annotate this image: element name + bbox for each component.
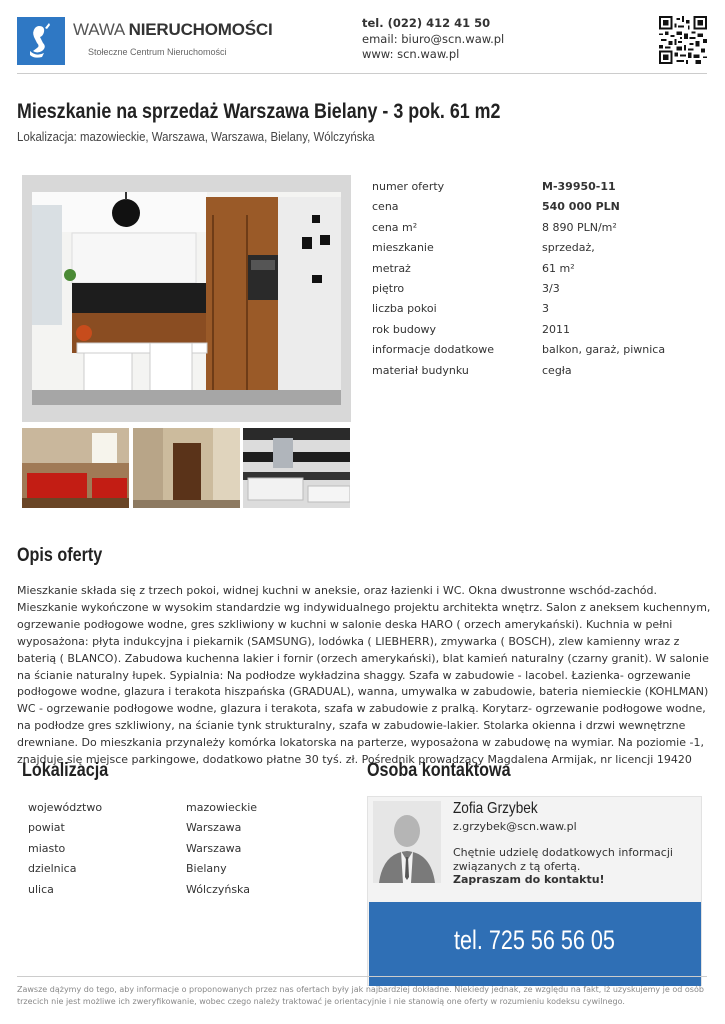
location-label: dzielnica [28, 862, 77, 876]
agency-email[interactable]: email: biuro@scn.waw.pl [362, 31, 505, 46]
location-label: powiat [28, 821, 65, 835]
contact-person-name: Zofia Grzybek [453, 800, 538, 817]
detail-value: 540 000 PLN [542, 200, 620, 214]
location-value: mazowieckie [186, 801, 258, 814]
thumbnail-photo-bathroom[interactable] [243, 428, 350, 508]
detail-label: liczba pokoi [372, 302, 437, 316]
location-value: Wólczyńska [186, 882, 250, 896]
brand-logo[interactable] [17, 17, 65, 65]
main-photo[interactable] [22, 175, 351, 422]
bathroom-photo [243, 428, 350, 508]
living-room-photo [22, 428, 129, 508]
description-heading: Opis oferty [17, 545, 103, 566]
description-text: Mieszkanie składa się z trzech pokoi, widnej kuchni w aneksie, oraz łazienki i WC. Okna dwustronne wschód-zachód. Mieszkanie wykończone w wysokim standardzie wg indywidualnego projektu architekta wnętrz. Salon z aneksem kuchennym, ogrzewanie podłogowe wodne, gres szkliwiony w kuchni w salonie deska HARO ( orzech amerykański). Kuchnia w pełni wyposażona: płyta indukcyjna i piekarnik (SAMSUNG), lodówka ( LIEBHERR), zmywarka ( BOSCH), zlew kamienny wraz z baterią ( BLANCO). Zabudowa kuchenna lakier i fornir (orzech amerykański), blat kamień naturalny (czarny granit). W salonie na ścianie naturalny łupek. Sypialnia: Na podłodze wykładzina shaggy. Szafa w zabudowie - lacobel. Łazienka- ogrzewanie podłogowe wodne, glazura i terakota hiszpańska (GRADUAL), wanna, umywalka w zabudowie, bateria niemieckie (KOHLMAN) WC - ogrzewanie podłogowe wodne, glazura i terakota, szafa w zabudowie z pralką. Korytarz- ogrzewanie podłogowe wodne, na podłodze gres szkliwiony, na ścianie tynk strukturalny, szafa w zabudowie-lakier. Stolarka okienna i drzwi wewnętrzne drewniane. Do mieszkania przynależy komórka lokatorska na parterze, wyposażona w zabudowę na wymiar. Na poziomie -1, znajduje się miejsce parkingowe, dodatkowo płatne 30 tyś. zł. Pośrednik prowadzący Magdalena Armijak, nr licencji 19420 [17, 584, 711, 767]
listing-location: Lokalizacja: mazowieckie, Warszawa, Warszawa, Bielany, Wólczyńska [17, 129, 375, 144]
mermaid-logo-icon [17, 17, 65, 65]
detail-value: balkon, garaż, piwnica [542, 343, 666, 357]
footer-disclaimer: Zawsze dążymy do tego, aby informacje o proponowanych przez nas ofertach były jak najbardziej dokładne. Niekiedy jednak, ze względu na fakt, iż uzyskujemy je od osób trzecich nie jest możliwe ich zweryfikowanie, wobec czego należy traktować je orientacyjnie i nie stanowią one oferty w rozumieniu kodeksu cywilnego. [17, 985, 704, 1006]
detail-label: mieszkanie [372, 241, 434, 255]
detail-label: cena [372, 200, 399, 214]
location-value: Warszawa [186, 841, 242, 855]
detail-label: cena m² [372, 220, 418, 234]
detail-label: metraż [372, 261, 411, 275]
location-heading: Lokalizacja [22, 760, 109, 781]
brand-name-bold: NIERUCHOMOŚCI [128, 20, 273, 39]
qr-code-icon [659, 16, 707, 64]
brand-name [73, 20, 272, 40]
detail-value: 3 [542, 302, 549, 316]
thumbnail-photo-hallway[interactable] [133, 428, 240, 508]
person-avatar-icon [373, 801, 441, 883]
detail-value: M-39950-11 [542, 180, 616, 193]
agency-phone[interactable]: tel. (022) 412 41 50 [362, 16, 491, 30]
detail-value: 61 m² [542, 261, 575, 275]
location-label: województwo [28, 801, 103, 814]
contact-phone-number[interactable]: tel. 725 56 56 05 [454, 925, 615, 955]
thumbnail-photo-living-room[interactable] [22, 428, 129, 508]
location-value: Warszawa [186, 821, 242, 835]
footer-divider [17, 976, 707, 977]
listing-title: Mieszkanie na sprzedaż Warszawa Bielany - 3 pok. 61 m2 [17, 100, 501, 123]
agency-website[interactable]: www: scn.waw.pl [362, 47, 460, 61]
detail-value: 2011 [542, 322, 570, 336]
detail-value: sprzedaż, [542, 241, 595, 255]
contact-person-heading: Osoba kontaktowa [367, 760, 511, 781]
detail-label: informacje dodatkowe [372, 343, 495, 357]
detail-label: piętro [372, 281, 405, 295]
location-value: Bielany [186, 862, 227, 876]
contact-message-text: Chętnie udzielę dodatkowych informacji związanych z tą ofertą. [453, 846, 673, 873]
brand-name-light: WAWA [73, 20, 129, 39]
detail-value: 8 890 PLN/m² [542, 220, 617, 234]
kitchen-photo [22, 175, 351, 422]
agency-contact [362, 16, 504, 63]
detail-label: numer oferty [372, 180, 445, 193]
location-label: ulica [28, 882, 54, 896]
avatar [373, 801, 441, 883]
hallway-photo [133, 428, 240, 508]
contact-cta: Zapraszam do kontaktu! [453, 873, 605, 886]
contact-person-message [453, 846, 683, 887]
detail-label: rok budowy [372, 322, 437, 336]
detail-value: 3/3 [542, 281, 560, 295]
location-label: miasto [28, 841, 66, 855]
brand-subtitle: Stołeczne Centrum Nieruchomości [88, 47, 227, 57]
header-divider [17, 73, 707, 74]
detail-label: materiał budynku [372, 363, 469, 377]
detail-value: cegła [542, 363, 572, 377]
contact-person-email[interactable]: z.grzybek@scn.waw.pl [453, 820, 577, 833]
